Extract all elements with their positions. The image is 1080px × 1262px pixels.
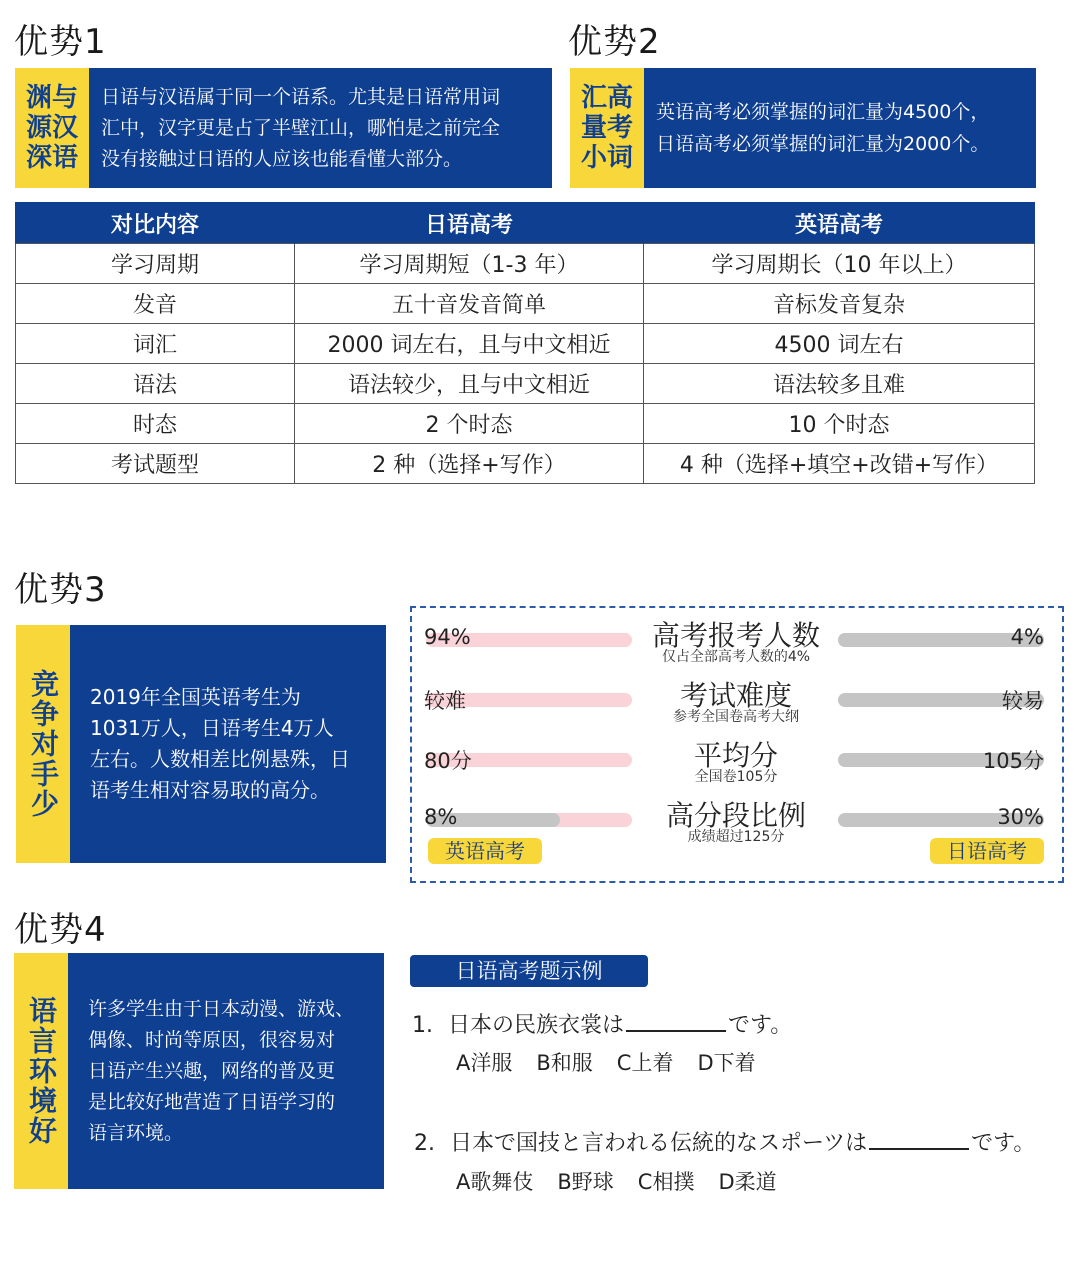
text-line: 汇中，汉字更是占了半壁江山，哪怕是之前完全 bbox=[101, 116, 501, 139]
option: B野球 bbox=[557, 1170, 614, 1194]
option: A歌舞伎 bbox=[456, 1170, 534, 1194]
table-cell: 学习周期 bbox=[16, 244, 295, 284]
question-2-options bbox=[456, 1166, 777, 1196]
question-text: 日本の民族衣裳は bbox=[448, 1013, 625, 1038]
table-cell: 2000 词左右，且与中文相近 bbox=[295, 324, 644, 364]
question-text-end: です。 bbox=[971, 1131, 1036, 1156]
table-cell: 时态 bbox=[16, 404, 295, 444]
advantage-2-text bbox=[644, 68, 1036, 188]
table-cell: 发音 bbox=[16, 284, 295, 324]
tag-vertical-text: 语言环境好 bbox=[25, 996, 58, 1146]
tag-char: 考 bbox=[607, 113, 634, 143]
table-cell: 10 个时态 bbox=[644, 404, 1035, 444]
advantage-1-text bbox=[89, 68, 552, 188]
question-number: 2. bbox=[414, 1131, 435, 1156]
text-line: 语考生相对容易取的高分。 bbox=[90, 778, 330, 802]
tag-vertical-text: 竞争对手少 bbox=[27, 669, 60, 819]
table-cell: 语法较多且难 bbox=[644, 364, 1035, 404]
option: A洋服 bbox=[456, 1051, 513, 1075]
advantage-1-card bbox=[15, 68, 552, 188]
text-line: 2019年全国英语考生为 bbox=[90, 685, 301, 709]
japanese-value: 4% bbox=[1010, 625, 1044, 649]
text-line: 是比较好地营造了日语学习的 bbox=[88, 1090, 336, 1113]
question-example-header: 日语高考题示例 bbox=[410, 955, 648, 987]
table-cell: 2 个时态 bbox=[295, 404, 644, 444]
table-row bbox=[16, 244, 1035, 284]
text-line: 日语产生兴趣，网络的普及更 bbox=[88, 1059, 336, 1082]
metric-title: 考试难度 bbox=[679, 679, 792, 712]
table-row bbox=[16, 284, 1035, 324]
option: D下着 bbox=[697, 1051, 756, 1075]
option: B和服 bbox=[536, 1051, 593, 1075]
text-line: 没有接触过日语的人应该也能看懂大部分。 bbox=[101, 147, 463, 170]
tag-char: 深 bbox=[25, 143, 52, 173]
table-cell: 五十音发音简单 bbox=[295, 284, 644, 324]
text-line: 许多学生由于日本动漫、游戏、 bbox=[88, 997, 355, 1020]
question-1 bbox=[412, 1008, 792, 1039]
table-cell: 学习周期短（1-3 年） bbox=[295, 244, 644, 284]
answer-blank bbox=[869, 1132, 969, 1150]
tag-char: 小 bbox=[580, 143, 607, 173]
legend-japanese: 日语高考 bbox=[930, 838, 1044, 864]
option: D柔道 bbox=[718, 1170, 777, 1194]
option: C相撲 bbox=[637, 1170, 695, 1194]
legend-english: 英语高考 bbox=[428, 838, 542, 864]
japanese-value: 30% bbox=[997, 805, 1044, 829]
table-header: 日语高考 bbox=[295, 203, 644, 244]
advantage-2-card bbox=[570, 68, 1036, 188]
table-row bbox=[16, 444, 1035, 484]
text-line: 英语高考必须掌握的词汇量为4500个， bbox=[656, 101, 990, 123]
table-row bbox=[16, 324, 1035, 364]
metric-title: 平均分 bbox=[693, 739, 778, 772]
metric-title: 高考报考人数 bbox=[651, 619, 820, 652]
table-cell: 词汇 bbox=[16, 324, 295, 364]
advantage-4-text bbox=[68, 953, 384, 1189]
metric-subtitle: 参考全国卷高考大纲 bbox=[673, 709, 799, 725]
metric-title: 高分段比例 bbox=[665, 799, 806, 832]
tag-char: 渊 bbox=[25, 83, 52, 113]
question-text: 日本で国技と言われる伝統的なスポーツは bbox=[450, 1131, 868, 1156]
english-value: 94% bbox=[424, 625, 471, 649]
question-number: 1. bbox=[412, 1013, 433, 1038]
exam-comparison-panel bbox=[410, 606, 1064, 883]
advantage-1-title: 优势1 bbox=[14, 22, 107, 62]
table-cell: 音标发音复杂 bbox=[644, 284, 1035, 324]
metric-subtitle: 仅占全部高考人数的4% bbox=[661, 649, 811, 665]
english-value: 较难 bbox=[424, 689, 466, 713]
tag-char: 高 bbox=[607, 83, 634, 113]
advantage-2-tag bbox=[570, 68, 644, 188]
text-line: 语言环境。 bbox=[88, 1121, 184, 1144]
table-cell: 语法较少，且与中文相近 bbox=[295, 364, 644, 404]
text-line: 日语高考必须掌握的词汇量为2000个。 bbox=[656, 133, 990, 155]
english-value: 80分 bbox=[424, 749, 472, 773]
table-cell: 学习周期长（10 年以上） bbox=[644, 244, 1035, 284]
tag-char: 语 bbox=[52, 143, 79, 173]
metric-subtitle: 全国卷105分 bbox=[694, 769, 778, 785]
text-line: 左右。人数相差比例悬殊，日 bbox=[90, 747, 350, 771]
tag-char: 与 bbox=[52, 83, 79, 113]
advantage-1-tag bbox=[15, 68, 89, 188]
advantage-3-tag bbox=[16, 625, 70, 863]
metric-subtitle: 成绩超过125分 bbox=[687, 829, 785, 845]
advantage-3-text bbox=[70, 625, 386, 863]
table-header: 对比内容 bbox=[16, 203, 295, 244]
table-cell: 2 种（选择+写作） bbox=[295, 444, 644, 484]
table-cell: 4500 词左右 bbox=[644, 324, 1035, 364]
table-cell: 4 种（选择+填空+改错+写作） bbox=[644, 444, 1035, 484]
table-header-row bbox=[16, 203, 1035, 244]
comparison-table bbox=[15, 202, 1035, 484]
table-cell: 语法 bbox=[16, 364, 295, 404]
advantage-4-card bbox=[14, 953, 384, 1189]
advantage-2-title: 优势2 bbox=[568, 22, 661, 62]
question-text-end: です。 bbox=[728, 1013, 793, 1038]
tag-char: 词 bbox=[607, 143, 634, 173]
english-value: 8% bbox=[424, 805, 458, 829]
question-2 bbox=[414, 1126, 1035, 1157]
table-header: 英语高考 bbox=[644, 203, 1035, 244]
text-line: 偶像、时尚等原因，很容易对 bbox=[88, 1028, 336, 1051]
text-line: 日语与汉语属于同一个语系。尤其是日语常用词 bbox=[101, 85, 501, 108]
table-cell: 考试题型 bbox=[16, 444, 295, 484]
tag-char: 汇 bbox=[580, 83, 607, 113]
answer-blank bbox=[626, 1014, 726, 1032]
tag-char: 汉 bbox=[52, 113, 79, 143]
option: C上着 bbox=[616, 1051, 674, 1075]
advantage-3-card bbox=[16, 625, 386, 863]
advantage-4-tag bbox=[14, 953, 68, 1189]
tag-char: 量 bbox=[580, 113, 607, 143]
table-row bbox=[16, 404, 1035, 444]
table-row bbox=[16, 364, 1035, 404]
advantage-3-title: 优势3 bbox=[14, 570, 107, 610]
advantage-4-title: 优势4 bbox=[14, 910, 107, 950]
text-line: 1031万人，日语考生4万人 bbox=[90, 716, 334, 740]
japanese-value: 较易 bbox=[1002, 689, 1044, 713]
question-1-options bbox=[456, 1047, 756, 1077]
japanese-value: 105分 bbox=[982, 749, 1044, 773]
tag-char: 源 bbox=[25, 113, 52, 143]
